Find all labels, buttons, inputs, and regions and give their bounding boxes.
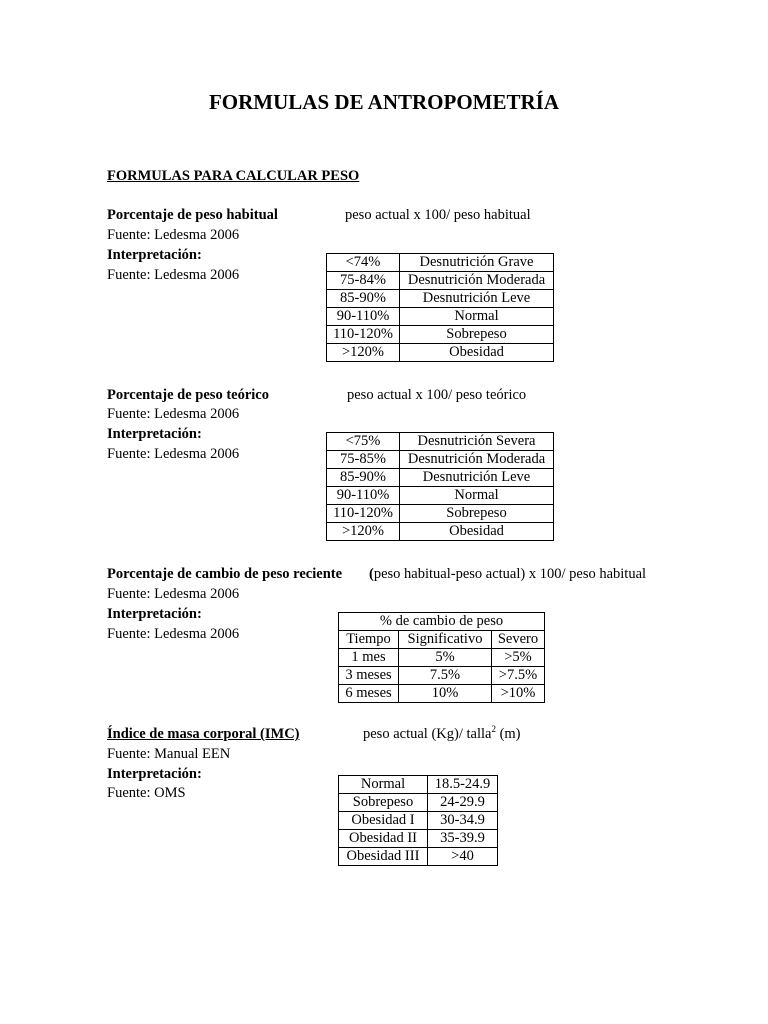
table-cell: Desnutrición Moderada (400, 451, 554, 469)
formula-open-paren: ( (369, 566, 374, 582)
interpretation-label: Interpretación: (107, 426, 202, 442)
table-cell: 90-110% (327, 487, 400, 505)
table-header-row (339, 631, 545, 649)
table-row (339, 685, 545, 703)
table-row (339, 848, 498, 866)
formula-superscript: 2 (491, 724, 496, 735)
table-row (327, 344, 554, 362)
table-cell: Desnutrición Leve (400, 469, 554, 487)
interpretation-source: Fuente: Ledesma 2006 (107, 626, 240, 642)
table-cell: 75-84% (327, 272, 400, 290)
table-row (339, 830, 498, 848)
table-cell: Desnutrición Leve (400, 290, 554, 308)
table-row (327, 272, 554, 290)
table-row (327, 451, 554, 469)
table-cell: Sobrepeso (339, 794, 428, 812)
table-cell: 90-110% (327, 308, 400, 326)
table-cell: 5% (399, 649, 492, 667)
table-cell: 7.5% (399, 667, 492, 685)
formula-text (369, 565, 646, 584)
table-cell: Obesidad II (339, 830, 428, 848)
table-caption: % de cambio de peso (339, 613, 545, 631)
interpretation-label: Interpretación: (107, 247, 202, 263)
formula-body: peso actual (Kg)/ talla (363, 726, 492, 742)
table-header: Significativo (399, 631, 492, 649)
table-cell: Sobrepeso (400, 505, 554, 523)
table-cell: Normal (400, 487, 554, 505)
table-row (327, 254, 554, 272)
formula-text: peso actual x 100/ peso teórico (347, 387, 527, 403)
interpretation-label: Interpretación: (107, 766, 202, 782)
table-cell: Obesidad III (339, 848, 428, 866)
section-heading: Porcentaje de cambio de peso reciente (107, 566, 343, 582)
table-cell: 18.5-24.9 (428, 776, 498, 794)
table-cell: 24-29.9 (428, 794, 498, 812)
table-cell: Obesidad (400, 344, 554, 362)
table-cell: 6 meses (339, 685, 399, 703)
source-text: Fuente: Ledesma 2006 (107, 227, 240, 243)
table-row (339, 667, 545, 685)
table-cell: Desnutrición Severa (400, 433, 554, 451)
table-cell: >10% (492, 685, 545, 703)
table-cell: Normal (400, 308, 554, 326)
change-table (338, 612, 545, 703)
imc-table (338, 775, 498, 866)
formula-body: peso habitual-peso actual) x 100/ peso habitual (373, 566, 647, 582)
table-caption-row (339, 613, 545, 631)
formula-text (363, 725, 521, 744)
table-row (339, 649, 545, 667)
table-cell: >7.5% (492, 667, 545, 685)
table-cell: Desnutrición Moderada (400, 272, 554, 290)
table-row (327, 326, 554, 344)
table-header: Tiempo (339, 631, 399, 649)
table-row (327, 290, 554, 308)
table-cell: Normal (339, 776, 428, 794)
section-heading: Porcentaje de peso habitual (107, 207, 278, 223)
table-row (327, 469, 554, 487)
table-row (327, 433, 554, 451)
section-heading: Porcentaje de peso teórico (107, 387, 269, 403)
table-row (327, 505, 554, 523)
interpretation-table (326, 253, 554, 362)
interpretation-table (326, 432, 554, 541)
table-cell: >5% (492, 649, 545, 667)
table-cell: 85-90% (327, 290, 400, 308)
table-cell: <74% (327, 254, 400, 272)
table-cell: >40 (428, 848, 498, 866)
table-cell: 35-39.9 (428, 830, 498, 848)
table-row (339, 776, 498, 794)
table-cell: 110-120% (327, 326, 400, 344)
interpretation-source: Fuente: OMS (107, 785, 186, 801)
formula-tail: (m) (495, 726, 521, 742)
table-header: Severo (492, 631, 545, 649)
section-subtitle: FORMULAS PARA CALCULAR PESO (107, 168, 360, 184)
table-row (339, 812, 498, 830)
table-cell: >120% (327, 523, 400, 541)
table-cell: Obesidad I (339, 812, 428, 830)
formula-text: peso actual x 100/ peso habitual (345, 207, 531, 223)
table-cell: Obesidad (400, 523, 554, 541)
table-cell: <75% (327, 433, 400, 451)
table-row (339, 794, 498, 812)
interpretation-label: Interpretación: (107, 606, 202, 622)
table-row (327, 523, 554, 541)
table-cell: 3 meses (339, 667, 399, 685)
table-cell: 30-34.9 (428, 812, 498, 830)
table-row (327, 308, 554, 326)
table-cell: 110-120% (327, 505, 400, 523)
section-heading: Índice de masa corporal (IMC) (107, 726, 300, 742)
interpretation-source: Fuente: Ledesma 2006 (107, 267, 240, 283)
table-cell: 75-85% (327, 451, 400, 469)
table-cell: >120% (327, 344, 400, 362)
source-text: Fuente: Ledesma 2006 (107, 406, 240, 422)
table-cell: 1 mes (339, 649, 399, 667)
source-text: Fuente: Ledesma 2006 (107, 586, 240, 602)
interpretation-source: Fuente: Ledesma 2006 (107, 446, 240, 462)
table-row (327, 487, 554, 505)
table-cell: 85-90% (327, 469, 400, 487)
table-cell: Sobrepeso (400, 326, 554, 344)
table-cell: 10% (399, 685, 492, 703)
source-text: Fuente: Manual EEN (107, 746, 231, 762)
table-cell: Desnutrición Grave (400, 254, 554, 272)
page-title: FORMULAS DE ANTROPOMETRÍA (208, 90, 560, 114)
